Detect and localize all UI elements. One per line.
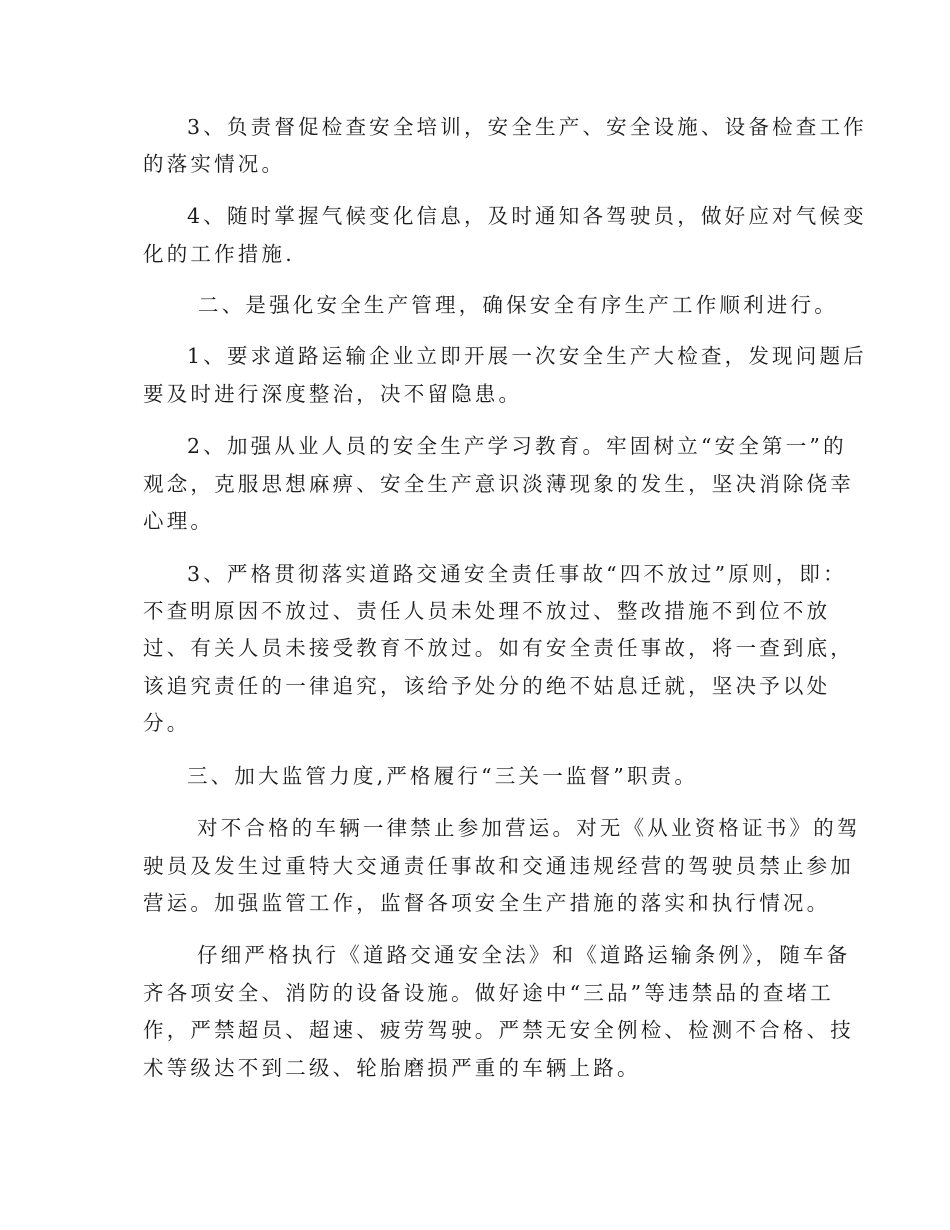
section-heading: 三、加大监管力度,严格履行“三关一监督”职责。 (187, 764, 699, 788)
paragraph-line: 1、要求道路运输企业立即开展一次安全生产大检查，发现问题后 (187, 344, 867, 368)
section-heading: 二、是强化安全生产管理，确保安全有序生产工作顺利进行。 (198, 293, 838, 317)
paragraph-line: 2、加强从业人员的安全生产学习教育。牢固树立“安全第一”的 (187, 434, 847, 458)
paragraph-line: 齐各项安全、消防的设备设施。做好途中“三品”等违禁品的查堵工 (143, 981, 834, 1005)
paragraph-line: 4、随时掌握气候变化信息，及时通知各驾驶员，做好应对气候变 (187, 204, 867, 228)
paragraph-line: 要及时进行深度整治，决不留隐患。 (143, 382, 523, 406)
paragraph-line: 营运。加强监管工作，监督各项安全生产措施的落实和执行情况。 (143, 891, 831, 915)
paragraph-line: 的落实情况。 (143, 152, 286, 176)
paragraph-line: 作，严禁超员、超速、疲劳驾驶。严禁无安全例检、检测不合格、技 (143, 1018, 854, 1042)
paragraph-line: 仔细严格执行《道路交通安全法》和《道路运输条例》，随车备 (197, 943, 851, 967)
paragraph-line: 术等级达不到二级、轮胎磨损严重的车辆上路。 (143, 1056, 641, 1080)
paragraph-line: 驶员及发生过重特大交通责任事故和交通违规经营的驾驶员禁止参加 (143, 854, 854, 878)
paragraph-line: 观念，克服思想麻痹、安全生产意识淡薄现象的发生，坚决消除侥幸 (143, 472, 854, 496)
paragraph-line: 过、有关人员未接受教育不放过。如有安全责任事故，将一查到底， (143, 636, 854, 660)
paragraph-line: 3、负责督促检查安全培训，安全生产、安全设施、设备检查工作 (187, 115, 867, 139)
paragraph-line: 不查明原因不放过、责任人员未处理不放过、整改措施不到位不放 (143, 599, 831, 623)
paragraph-line: 化的工作措施. (143, 242, 295, 266)
paragraph-line: 心理。 (143, 509, 215, 533)
paragraph-line: 3、严格贯彻落实道路交通安全责任事故“四不放过”原则，即： (187, 562, 847, 586)
paragraph-line: 该追究责任的一律追究，该给予处分的绝不姑息迁就，坚决予以处 (143, 674, 831, 698)
paragraph-line: 分。 (143, 711, 191, 735)
paragraph-line: 对不合格的车辆一律禁止参加营运。对无《从业资格证书》的驾 (197, 816, 861, 840)
